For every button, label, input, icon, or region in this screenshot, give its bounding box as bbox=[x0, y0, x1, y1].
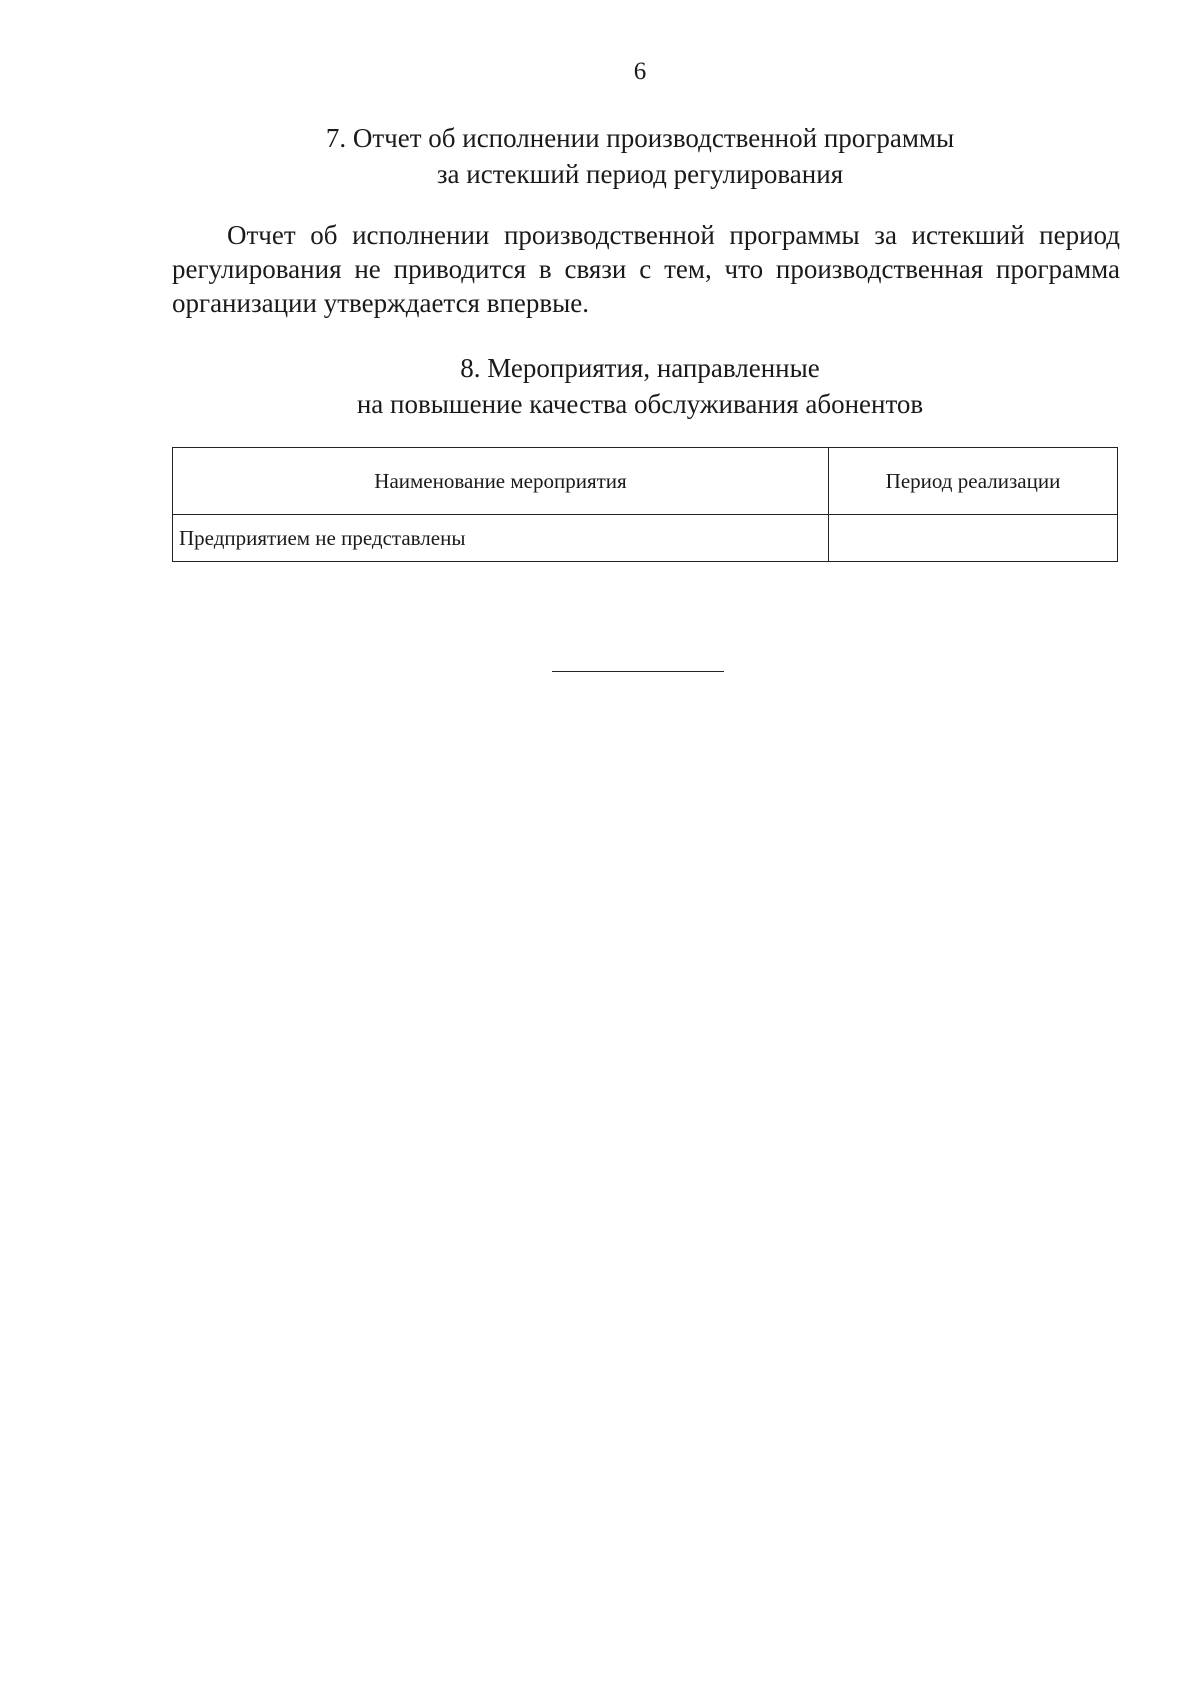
section-7-heading-line-1: 7. Отчет об исполнении производственной программы bbox=[325, 123, 955, 153]
column-header-period: Период реализации bbox=[829, 448, 1118, 515]
measures-table bbox=[172, 447, 1118, 562]
section-7-heading bbox=[0, 120, 1200, 192]
table-cell-measure-name: Предприятием не представлены bbox=[173, 515, 829, 562]
section-8-heading-line-1: 8. Мероприятия, направленные bbox=[460, 353, 820, 383]
table-cell-period bbox=[829, 515, 1118, 562]
table-header-row bbox=[173, 448, 1118, 515]
end-of-section-rule bbox=[552, 671, 724, 672]
section-8-heading-line-2: на повышение качества обслуживания абонентов bbox=[356, 389, 924, 419]
section-7-heading-line-2: за истекший период регулирования bbox=[436, 159, 844, 189]
table-row bbox=[173, 515, 1118, 562]
section-7-paragraph: Отчет об исполнении производственной программы за истекший период регулирования не приводится в связи с тем, что производственная программа организации утверждается впервые. bbox=[172, 220, 1120, 318]
page-number: 6 bbox=[633, 58, 647, 85]
section-8-heading bbox=[0, 350, 1200, 422]
column-header-measure-name: Наименование мероприятия bbox=[173, 448, 829, 515]
